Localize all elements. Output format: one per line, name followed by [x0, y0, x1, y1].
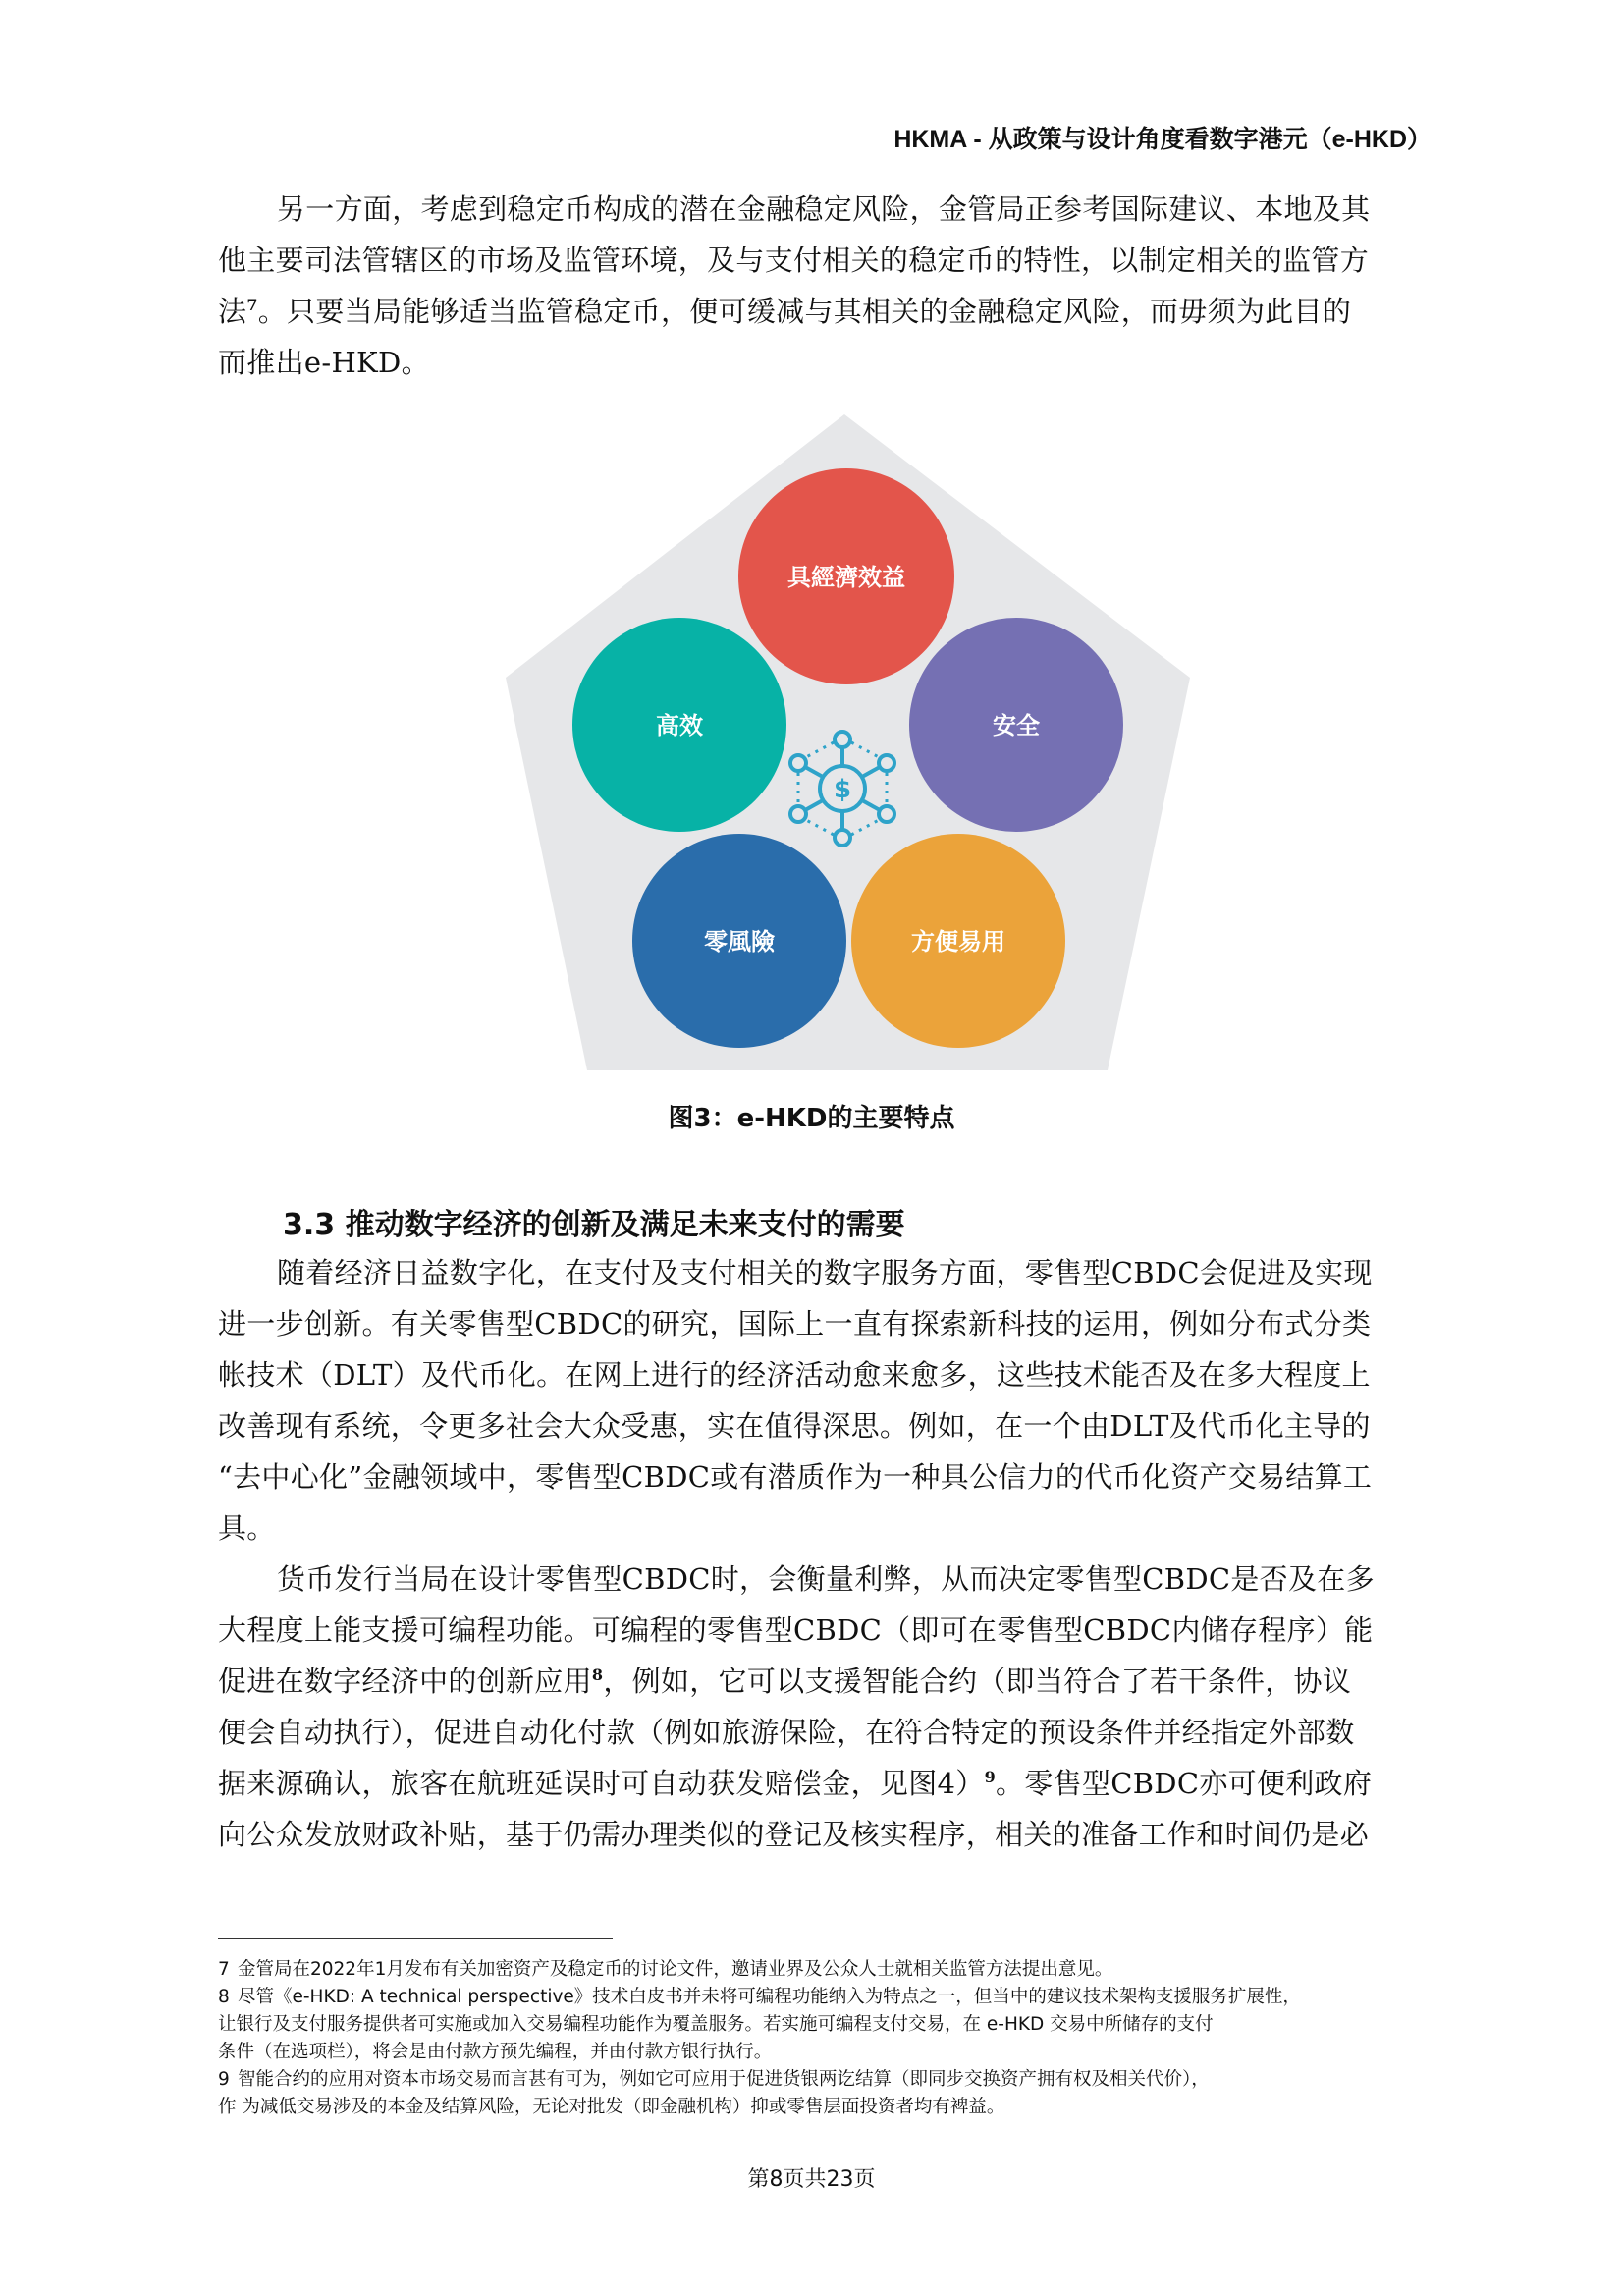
pentagon-diagram: [491, 408, 1227, 1085]
running-header: HKMA - 从政策与设计角度看数字港元（e-HKD）: [893, 126, 1432, 153]
footnote-ref-9[interactable]: 9: [984, 1768, 996, 1786]
label-secure: 安全: [993, 712, 1040, 739]
label-zero-risk: 零風險: [704, 928, 775, 956]
label-efficient: 高效: [656, 712, 703, 739]
paragraph-stablecoin: [218, 184, 1421, 388]
text-line: 据来源确认，旅客在航班延误时可自动获发赔偿金，见图4）$^9$。零售型CBDC亦可便利政府: [218, 1767, 1373, 1800]
figure-ehkd-features: [491, 408, 1227, 1085]
text-line: 随着经济日益数字化，在支付及支付相关的数字服务方面，零售型CBDC会促进及实现: [277, 1256, 1373, 1289]
text-line: 帐技术（DLT）及代币化。在网上进行的经济活动愈来愈多，这些技术能否及在多大程度上: [218, 1358, 1371, 1392]
text-line: 而推出e-HKD。: [218, 346, 430, 379]
footnote-9-cont: 作 为减低交易涉及的本金及结算风险，无论对批发（即金融机构）抑或零售层面投资者均有裨益。: [218, 2097, 1005, 2117]
text-line: 进一步创新。有关零售型CBDC的研究，国际上一直有探索新科技的运用，例如分布式分类: [218, 1307, 1372, 1340]
text-line: 另一方面，考虑到稳定币构成的潜在金融稳定风险，金管局正参考国际建议、本地及其: [277, 192, 1371, 226]
text-line: “去中心化”金融领域中，零售型CBDC或有潜质作为一种具公信力的代币化资产交易结算工: [218, 1460, 1373, 1494]
footnote-8-cont: 条件（在选项栏），将会是由付款方预先编程，并由付款方银行执行。: [218, 2042, 773, 2062]
text-line: 向公众发放财政补贴，基于仍需办理类似的登记及核实程序，相关的准备工作和时间仍是必: [218, 1818, 1370, 1851]
text-line: 法$^7$。只要当局能够适当监管稳定币，便可缓减与其相关的金融稳定风险，而毋须为此目的: [218, 295, 1352, 328]
paragraph-programmability: [218, 1554, 1421, 1860]
label-economic: 具經濟效益: [787, 564, 905, 591]
footnote-ref-7[interactable]: 7: [246, 296, 258, 314]
text-line: 便会自动执行），促进自动化付款（例如旅游保险，在符合特定的预设条件并经指定外部数: [218, 1716, 1355, 1749]
text-line: 改善现有系统，令更多社会大众受惠，实在值得深思。例如，在一个由DLT及代币化主导的: [218, 1409, 1371, 1443]
figure-caption: 图3：e-HKD的主要特点: [668, 1104, 955, 1133]
text-line: 具。: [218, 1511, 276, 1545]
text-line: 促进在数字经济中的创新应用$^8$，例如，它可以支援智能合约（即当符合了若干条件，协议: [218, 1665, 1352, 1698]
paragraph-innovation: [218, 1247, 1421, 1554]
text-line: 大程度上能支援可编程功能。可编程的零售型CBDC（即可在零售型CBDC内储存程序）能: [218, 1613, 1374, 1647]
footnote-8: 8 尽管《e-HKD: A technical perspective》技术白皮书并未将可编程功能纳入为特点之一，但当中的建议技术架构支援服务扩展性，: [218, 1987, 1301, 2007]
footnote-7: 7 金管局在2022年1月发布有关加密资产及稳定币的讨论文件，邀请业界及公众人士就相关监管方法提出意见。: [218, 1959, 1113, 1980]
text-line: 他主要司法管辖区的市场及监管环境，及与支付相关的稳定币的特性，以制定相关的监管方: [218, 244, 1370, 277]
footnotes: [218, 1956, 1455, 2121]
footnote-ref-8[interactable]: 8: [591, 1666, 604, 1684]
page-number: 第8页共23页: [747, 2167, 876, 2192]
footnote-8-cont: 让银行及支付服务提供者可实施或加入交易编程功能作为覆盖服务。若实施可编程支付交易，在 e-HKD 交易中所储存的支付: [218, 2014, 1214, 2035]
svg-text:$: $: [833, 775, 852, 804]
text-line: 货币发行当局在设计零售型CBDC时，会衡量利弊，从而决定零售型CBDC是否及在多: [277, 1562, 1375, 1596]
label-convenient: 方便易用: [911, 928, 1005, 956]
section-heading: 3.3 推动数字经济的创新及满足未来支付的需要: [283, 1208, 905, 1242]
footnote-9: 9 智能合约的应用对资本市场交易而言甚有可为，例如它可应用于促进货银两讫结算（即同步交换资产拥有权及相关代价），: [218, 2069, 1210, 2090]
footnote-divider: [218, 1938, 613, 1939]
